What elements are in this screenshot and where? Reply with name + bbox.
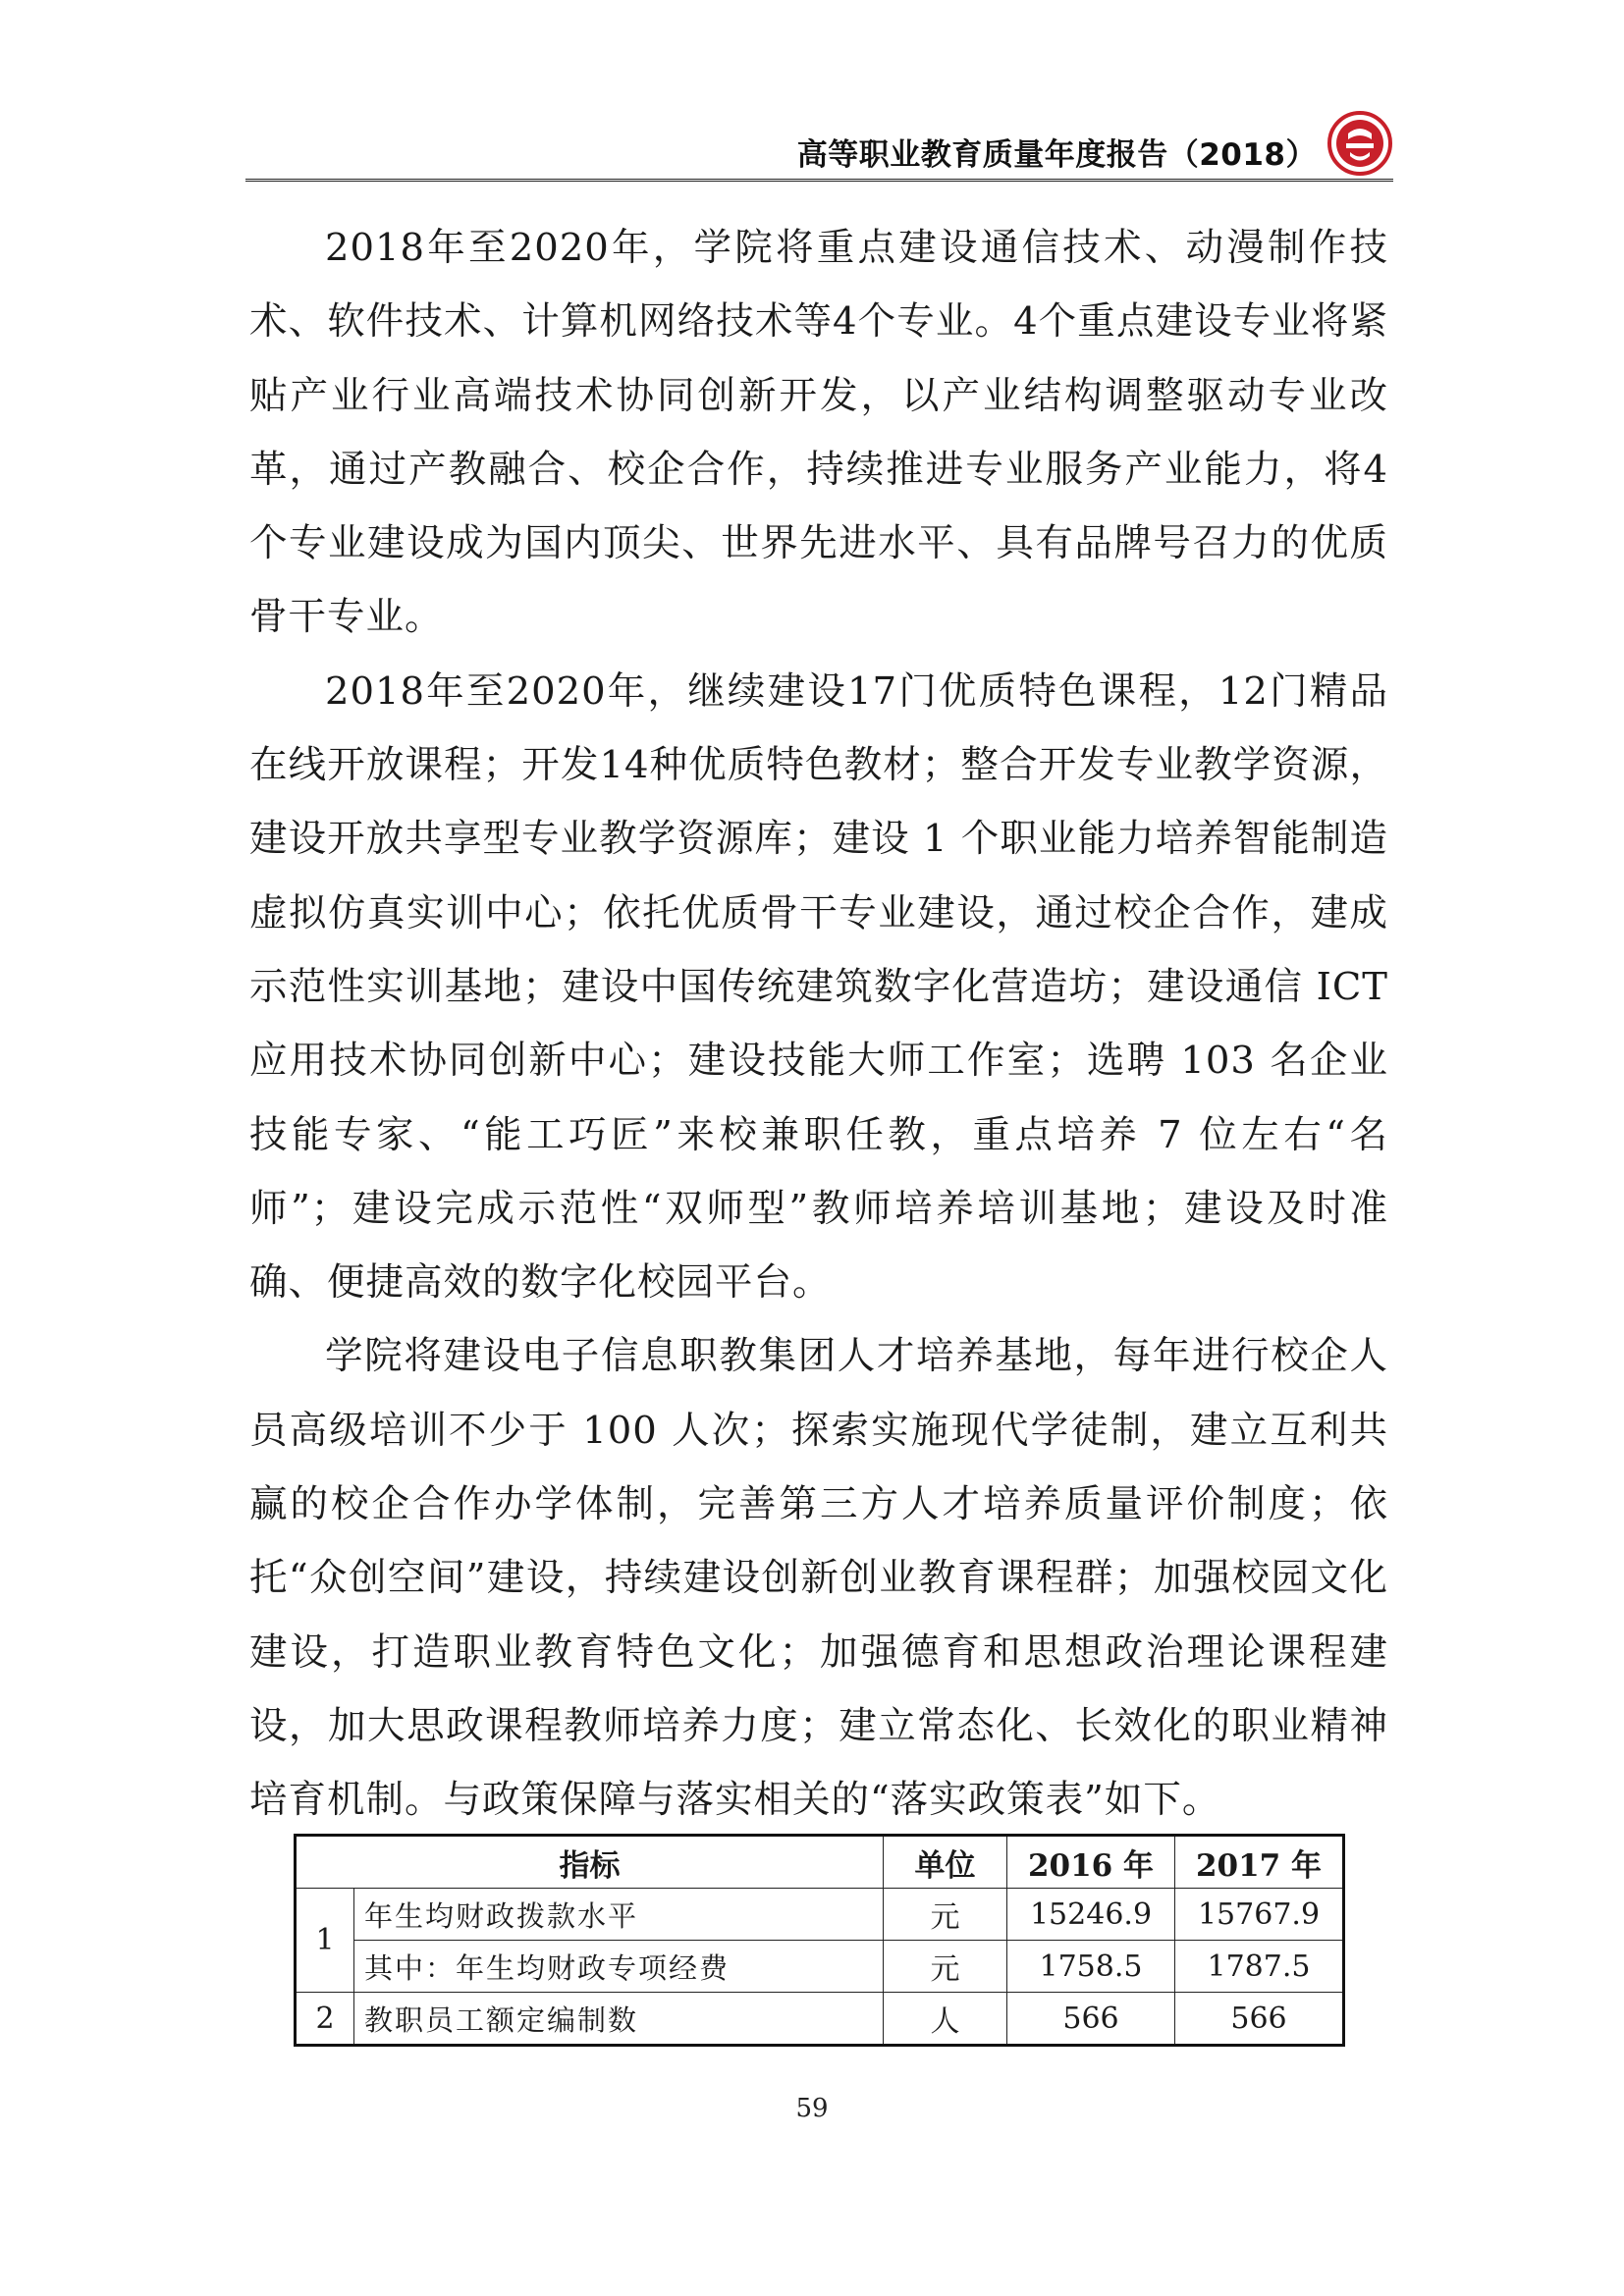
row-value-2017: 1787.5 [1175,1941,1344,1993]
header-unit: 单位 [884,1836,1007,1889]
row-value-2016: 15246.9 [1007,1889,1175,1941]
row-unit: 元 [884,1941,1007,1993]
header-title: 高等职业教育质量年度报告（2018） [796,137,1317,173]
row-indicator: 年生均财政拨款水平 [354,1889,884,1941]
row-index: 1 [296,1889,354,1993]
header-year-2017: 2017 年 [1175,1836,1344,1889]
paragraph-curriculum: 2018年至2020年，继续建设17门优质特色课程，12门精品在线开放课程；开发14种优质特色教材；整合开发专业教学资源，建设开放共享型专业教学资源库；建设 1 个职业能力培养智能制造虚拟仿真实训中心；依托优质骨干专业建设，通过校企合作，建成示范性实训基地；建设中国传统建筑数字化营造坊；建设通信 ICT 应用技术协同创新中心；建设技能大师工作室；选聘 103 名企业技能专家、“能工巧匠”来校兼职任教，重点培养 7 位左右“名师”；建设完成示范性“双师型”教师培养培训基地；建设及时准确、便捷高效的数字化校园平台。 [249,668,1388,1306]
header-indicator: 指标 [296,1836,884,1889]
row-value-2017: 15767.9 [1175,1889,1344,1941]
row-indicator: 其中：年生均财政专项经费 [354,1941,884,1993]
paragraph-training-base: 学院将建设电子信息职教集团人才培养基地，每年进行校企人员高级培训不少于 100 人次；探索实施现代学徒制，建立互利共赢的校企合作办学体制，完善第三方人才培养质量评价制度；依托“众创空间”建设，持续建设创新创业教育课程群；加强校园文化建设，打造职业教育特色文化；加强德育和思想政治理论课程建设，加大思政课程教师培养力度；建立常态化、长效化的职业精神培育机制。与政策保障与落实相关的“落实政策表”如下。 [249,1334,1388,1823]
page-number: 59 [795,2094,829,2123]
policy-table [294,1834,1345,2047]
row-value-2016: 566 [1007,1993,1175,2046]
row-unit: 元 [884,1889,1007,1941]
paragraph-key-majors: 2018年至2020年，学院将重点建设通信技术、动漫制作技术、软件技术、计算机网络技术等4个专业。4个重点建设专业将紧贴产业行业高端技术协同创新开发，以产业结构调整驱动专业改革，通过产教融合、校企合作，持续推进专业服务产业能力，将4个专业建设成为国内顶尖、世界先进水平、具有品牌号召力的优质骨干专业。 [249,226,1388,640]
table-row [296,1993,1344,2046]
row-index: 2 [296,1993,354,2046]
row-value-2017: 566 [1175,1993,1344,2046]
table-row [296,1889,1344,1941]
row-unit: 人 [884,1993,1007,2046]
table-row [296,1941,1344,1993]
school-emblem-icon [1326,110,1393,177]
row-value-2016: 1758.5 [1007,1941,1175,1993]
header-year-2016: 2016 年 [1007,1836,1175,1889]
body-text [249,211,1388,1838]
row-indicator: 教职员工额定编制数 [354,1993,884,2046]
table-header-row [296,1836,1344,1889]
page-header [245,116,1393,182]
